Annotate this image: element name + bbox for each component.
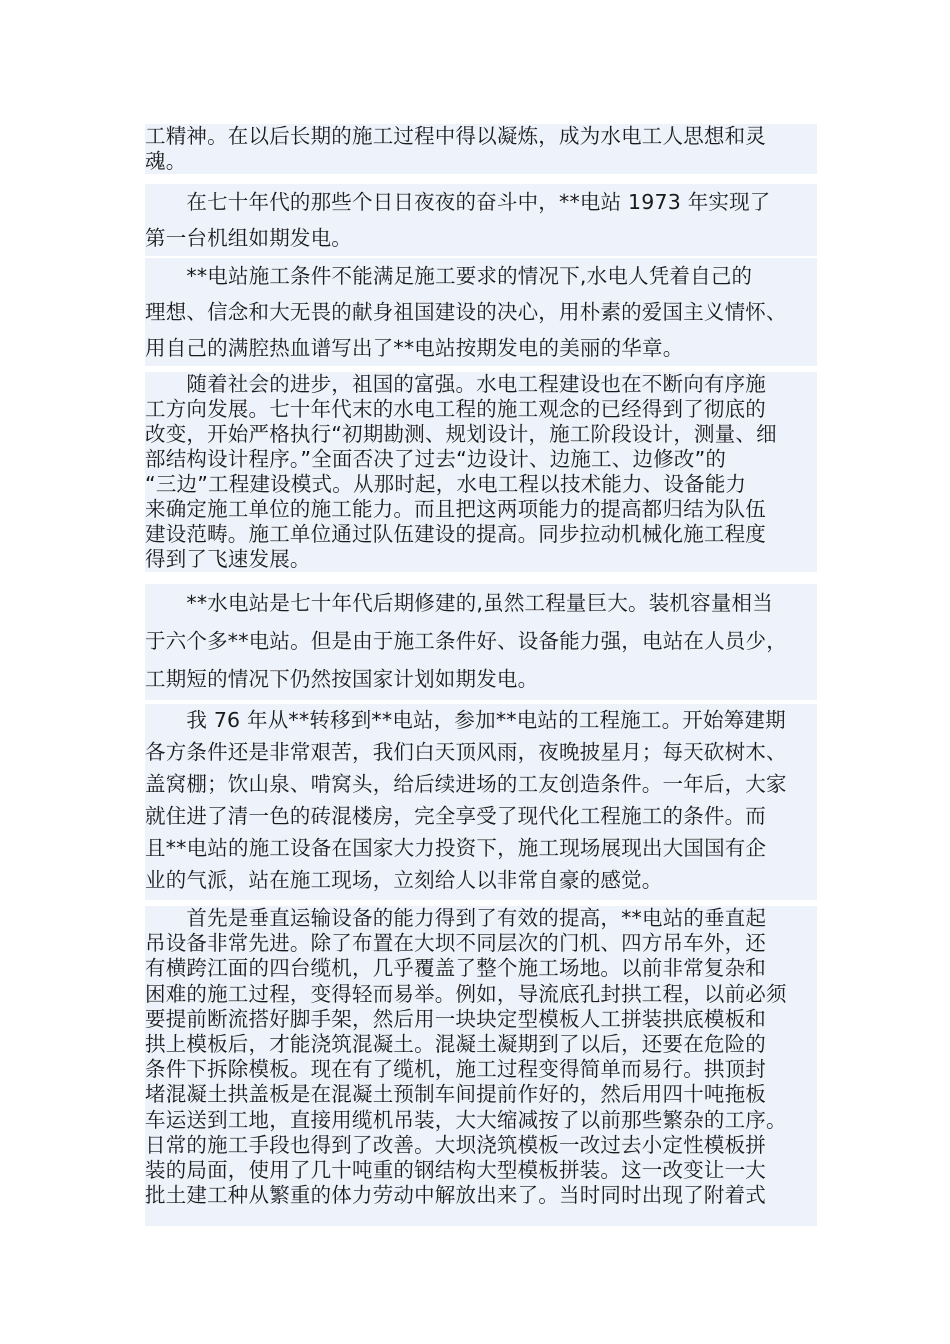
- text-line: 拱上模板后，才能浇筑混凝土。混凝土凝期到了以后，还要在危险的: [145, 1032, 766, 1057]
- paragraph-5: [145, 584, 817, 700]
- text-line: 来确定施工单位的施工能力。而且把这两项能力的提高都归结为队伍: [145, 497, 766, 521]
- text-line: 业的气派，站在施工现场，立刻给人以非常自豪的感觉。: [145, 868, 663, 892]
- text-line: 且**电站的施工设备在国家大力投资下，施工现场展现出大国国有企: [145, 836, 767, 860]
- text-line: 工方向发展。七十年代末的水电工程的施工观念的已经得到了彻底的: [145, 397, 766, 421]
- text-line: 装的局面，使用了几十吨重的钢结构大型模板拼装。这一改变让一大: [145, 1158, 766, 1183]
- text-line: 要提前断流搭好脚手架，然后用一块块定型模板人工拼装拱底模板和: [145, 1006, 766, 1031]
- paragraph-7: [145, 906, 817, 1226]
- text-line: “三边”工程建设模式。从那时起，水电工程以技术能力、设备能力: [145, 472, 747, 496]
- text-line: 各方条件还是非常艰苦，我们白天顶风雨，夜晚披星月；每天砍树木、: [145, 740, 787, 764]
- text-line: 批土建工种从繁重的体力劳动中解放出来了。当时同时出现了附着式: [145, 1183, 766, 1208]
- paragraph-6: [145, 704, 817, 900]
- text-line: 魂。: [145, 149, 187, 173]
- paragraph-3: [145, 258, 817, 366]
- text-line: 吊设备非常先进。除了布置在大坝不同层次的门机、四方吊车外，还: [145, 931, 766, 956]
- text-line: 第一台机组如期发电。: [145, 226, 352, 250]
- text-line: 条件下拆除模板。现在有了缆机，施工过程变得简单而易行。拱顶封: [145, 1057, 766, 1082]
- text-line: 堵混凝土拱盖板是在混凝土预制车间提前作好的，然后用四十吨拖板: [145, 1082, 766, 1107]
- text-line: 日常的施工手段也得到了改善。大坝浇筑模板一改过去小定性模板拼: [145, 1132, 766, 1157]
- text-line: 就住进了清一色的砖混楼房，完全享受了现代化工程施工的条件。而: [145, 804, 766, 828]
- text-line: 车运送到工地，直接用缆机吊装，大大缩减按了以前那些繁杂的工序。: [145, 1107, 787, 1132]
- text-line: 在七十年代的那些个日日夜夜的奋斗中，**电站 1973 年实现了: [145, 190, 771, 214]
- text-line: 改变，开始严格执行“初期勘测、规划设计，施工阶段设计，测量、细: [145, 422, 777, 446]
- text-line: **水电站是七十年代后期修建的,虽然工程量巨大。装机容量相当: [145, 591, 773, 615]
- text-line: 理想、信念和大无畏的献身祖国建设的决心，用朴素的爱国主义情怀、: [145, 300, 787, 324]
- text-line: 困难的施工过程，变得轻而易举。例如，导流底孔封拱工程，以前必须: [145, 981, 787, 1006]
- text-line: 用自己的满腔热血谱写出了**电站按期发电的美丽的华章。: [145, 336, 684, 360]
- paragraph-1: [145, 124, 817, 174]
- text-line: **电站施工条件不能满足施工要求的情况下,水电人凭着自己的: [145, 264, 753, 288]
- text-line: 我 76 年从**转移到**电站，参加**电站的工程施工。开始筹建期: [145, 708, 786, 732]
- paragraph-4: [145, 372, 817, 572]
- text-line: 首先是垂直运输设备的能力得到了有效的提高，**电站的垂直起: [145, 906, 767, 930]
- text-line: 工精神。在以后长期的施工过程中得以凝炼，成为水电工人思想和灵: [145, 124, 766, 148]
- text-line: 有横跨江面的四台缆机，几乎覆盖了整个施工场地。以前非常复杂和: [145, 956, 766, 981]
- text-line: 建设范畴。施工单位通过队伍建设的提高。同步拉动机械化施工程度: [145, 522, 766, 546]
- paragraph-2: [145, 184, 817, 256]
- text-line: 随着社会的进步，祖国的富强。水电工程建设也在不断向有序施: [145, 372, 766, 396]
- text-line: 得到了飞速发展。: [145, 547, 311, 571]
- text-line: 工期短的情况下仍然按国家计划如期发电。: [145, 667, 539, 691]
- text-line: 部结构设计程序。”全面否决了过去“边设计、边施工、边修改”的: [145, 447, 727, 471]
- text-line: 于六个多**电站。但是由于施工条件好、设备能力强，电站在人员少，: [145, 629, 787, 653]
- text-line: 盖窝棚；饮山泉、啃窝头，给后续进场的工友创造条件。一年后，大家: [145, 772, 787, 796]
